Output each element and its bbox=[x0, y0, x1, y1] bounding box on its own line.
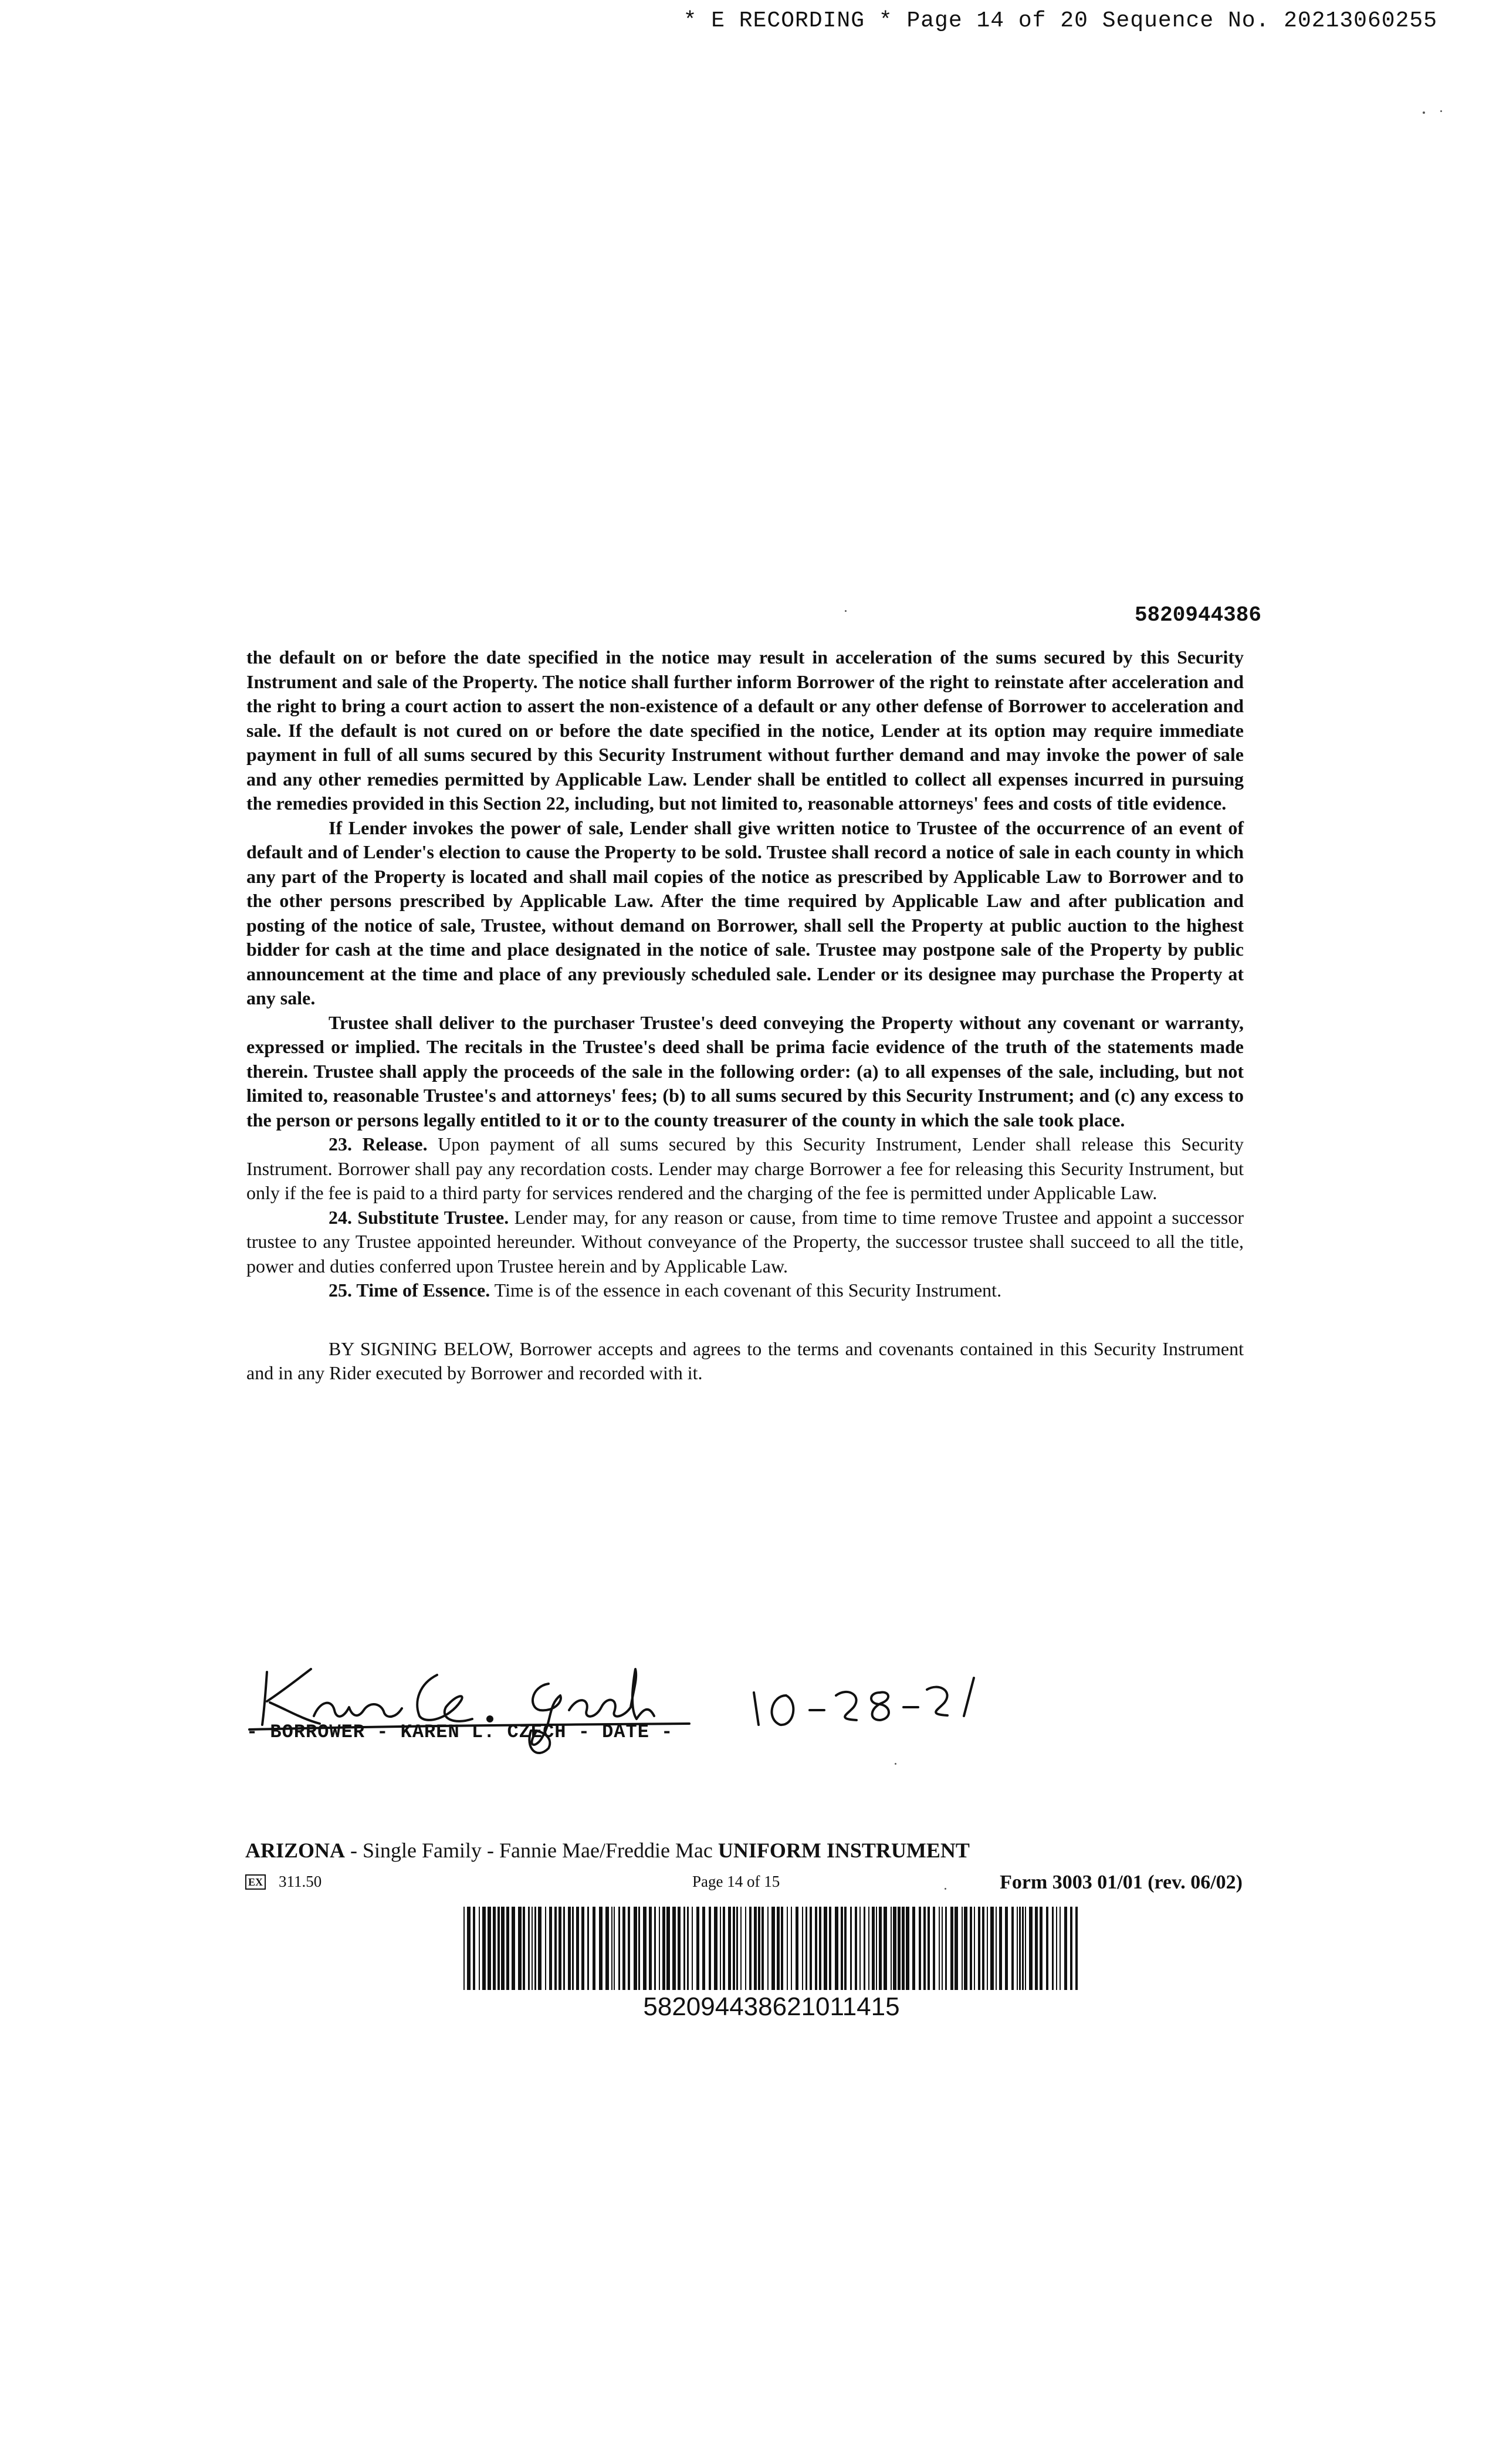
barcode-bar bbox=[523, 1907, 525, 1990]
barcode-bar bbox=[463, 1907, 465, 1990]
barcode-bar bbox=[581, 1907, 584, 1990]
barcode-bar bbox=[666, 1907, 670, 1990]
barcode-bar bbox=[488, 1907, 491, 1990]
barcode-bar bbox=[733, 1907, 735, 1990]
barcode-bar bbox=[805, 1907, 807, 1990]
paragraph-power-of-sale: If Lender invokes the power of sale, Lender shall give written notice to Trustee of the occurrence of an event of default and of Lender's election to cause the Property to be sold. Trustee shall record a notice of sale in each county in which any part of the Property is located and shall mail copies of the notice as prescribed by Applicable Law to Borrower and to the other persons prescribed by Applicable Law. After the time required by Applicable Law and after publication and posting of the notice of sale, Trustee, without demand on Borrower, shall sell the Property at public auction to the highest bidder for cash at the time and place designated in the notice of sale. Trustee may postpone sale of the Property by public announcement at the time and place of any previously scheduled sale. Lender or its designee may purchase the Property at any sale. bbox=[246, 817, 1244, 1008]
barcode-bar bbox=[518, 1907, 522, 1990]
barcode-bar bbox=[736, 1907, 738, 1990]
paragraph-default-notice: the default on or before the date specified in the notice may result in acceleration of the sums secured by this Security Instrument and sale of the Property. The notice shall further inform Borrower of the right to reinstate after acceleration and the right to bring a court action to assert the non-existence of a default or any other defense of Borrower to acceleration and sale. If the default is not cured on or before the date specified in the notice, Lender at its option may require immediate payment in full of all sums secured by this Security Instrument without further demand and may invoke the power of sale and any other remedies permitted by Applicable Law. Lender shall be entitled to collect all expenses incurred in pursuing the remedies provided in this Section 22, including, but not limited to, reasonable attorneys' fees and costs of title evidence. bbox=[246, 647, 1244, 814]
form-title bbox=[245, 1838, 970, 1863]
barcode-bar bbox=[692, 1907, 693, 1990]
signature-caption: - BORROWER - KAREN L. CZECH - DATE - bbox=[246, 1721, 673, 1743]
signing-statement: BY SIGNING BELOW, Borrower accepts and agrees to the terms and covenants contained in this Security Instrument and in any Rider executed by Borrower and recorded with it. bbox=[246, 1338, 1244, 1383]
barcode-bar bbox=[898, 1907, 901, 1990]
handwritten-signature bbox=[243, 1660, 1006, 1760]
barcode-bar bbox=[1046, 1907, 1048, 1990]
barcode-bar bbox=[1040, 1907, 1043, 1990]
form-code-number: 311.50 bbox=[279, 1873, 322, 1890]
barcode-bar bbox=[654, 1907, 656, 1990]
barcode-bar bbox=[493, 1907, 496, 1990]
scan-speck bbox=[945, 1888, 946, 1890]
page-number: Page 14 of 15 bbox=[692, 1873, 780, 1890]
barcode-bar bbox=[841, 1907, 843, 1990]
barcode-bar bbox=[728, 1907, 731, 1990]
barcode-bar bbox=[672, 1907, 676, 1990]
paragraph-trustee-deed: Trustee shall deliver to the purchaser Trustee's deed conveying the Property without any covenant or warranty, expressed or implied. The recitals in the Trustee's deed shall be prima facie evidence of the truth of the statements made therein. Trustee shall apply the proceeds of the sale in the following order: (a) to all expenses of the sale, including, but not limited to, reasonable Trustee's and attorneys' fees; (b) to all sums secured by this Security Instrument; and (c) any excess to the person or persons legally entitled to it or to the county treasurer of the county in which the sale took place. bbox=[246, 1011, 1244, 1131]
barcode-bar bbox=[1011, 1907, 1014, 1990]
form-meta bbox=[245, 1871, 1243, 1895]
barcode-bar bbox=[855, 1907, 857, 1990]
form-code bbox=[245, 1873, 321, 1891]
barcode-bar bbox=[942, 1907, 943, 1990]
barcode-bar bbox=[720, 1907, 721, 1990]
barcode-bar bbox=[634, 1907, 637, 1990]
barcode bbox=[463, 1907, 1079, 1990]
barcode-bar bbox=[723, 1907, 725, 1990]
barcode-bar bbox=[815, 1907, 817, 1990]
barcode-bar bbox=[1025, 1907, 1026, 1990]
scan-speck bbox=[895, 1763, 896, 1765]
barcode-bar bbox=[1017, 1907, 1018, 1990]
barcode-bar bbox=[879, 1907, 882, 1990]
barcode-bar bbox=[593, 1907, 595, 1990]
barcode-bar bbox=[662, 1907, 665, 1990]
barcode-bar bbox=[532, 1907, 533, 1990]
barcode-bar bbox=[987, 1907, 988, 1990]
scan-speck bbox=[1423, 111, 1425, 114]
barcode-bar bbox=[687, 1907, 689, 1990]
barcode-bar bbox=[740, 1907, 742, 1990]
barcode-bar bbox=[939, 1907, 940, 1990]
barcode-bar bbox=[545, 1907, 546, 1990]
barcode-bar bbox=[999, 1907, 1002, 1990]
barcode-bar bbox=[683, 1907, 685, 1990]
barcode-bar bbox=[497, 1907, 500, 1990]
barcode-bar bbox=[559, 1907, 561, 1990]
barcode-bar bbox=[568, 1907, 571, 1990]
barcode-bar bbox=[802, 1907, 803, 1990]
barcode-bar bbox=[1035, 1907, 1038, 1990]
barcode-bar bbox=[538, 1907, 541, 1990]
form-code-box: EX bbox=[245, 1874, 266, 1890]
barcode-bar bbox=[1064, 1907, 1067, 1990]
barcode-bar bbox=[919, 1907, 921, 1990]
barcode-bar bbox=[534, 1907, 536, 1990]
barcode-bar bbox=[506, 1907, 509, 1990]
barcode-bar bbox=[758, 1907, 760, 1990]
barcode-bar bbox=[928, 1907, 930, 1990]
barcode-bar bbox=[587, 1907, 589, 1990]
barcode-bar bbox=[563, 1907, 565, 1990]
form-number: Form 3003 01/01 (rev. 06/02) bbox=[1000, 1871, 1243, 1893]
barcode-bar bbox=[554, 1907, 557, 1990]
barcode-bar bbox=[970, 1907, 972, 1990]
barcode-bar bbox=[884, 1907, 887, 1990]
barcode-bar bbox=[962, 1907, 963, 1990]
barcode-bar bbox=[891, 1907, 892, 1990]
barcode-bar bbox=[872, 1907, 875, 1990]
barcode-bar bbox=[1060, 1907, 1061, 1990]
barcode-bar bbox=[777, 1907, 780, 1990]
barcode-bar bbox=[771, 1907, 775, 1990]
barcode-bar bbox=[638, 1907, 640, 1990]
barcode-bar bbox=[482, 1907, 486, 1990]
barcode-bar bbox=[512, 1907, 515, 1990]
loan-number: 5820944386 bbox=[1134, 603, 1261, 627]
form-state: ARIZONA bbox=[245, 1839, 346, 1862]
barcode-number: 582094438621011415 bbox=[643, 1992, 900, 2021]
barcode-bar bbox=[702, 1907, 705, 1990]
form-title-mid: - Single Family - Fannie Mae/Freddie Mac bbox=[345, 1839, 718, 1862]
barcode-bar bbox=[549, 1907, 552, 1990]
barcode-bar bbox=[614, 1907, 615, 1990]
barcode-bar bbox=[829, 1907, 831, 1990]
barcode-bar bbox=[1029, 1907, 1033, 1990]
barcode-bar bbox=[1075, 1907, 1078, 1990]
barcode-bar bbox=[714, 1907, 717, 1990]
barcode-bar bbox=[781, 1907, 783, 1990]
barcode-bar bbox=[709, 1907, 711, 1990]
barcode-bar bbox=[868, 1907, 869, 1990]
barcode-bar bbox=[819, 1907, 821, 1990]
form-title-end: UNIFORM INSTRUMENT bbox=[717, 1839, 970, 1862]
barcode-bar bbox=[810, 1907, 812, 1990]
barcode-bar bbox=[1005, 1907, 1008, 1990]
barcode-bar bbox=[1052, 1907, 1054, 1990]
barcode-bar bbox=[767, 1907, 769, 1990]
barcode-bar bbox=[628, 1907, 630, 1990]
barcode-bar bbox=[479, 1907, 480, 1990]
barcode-bar bbox=[864, 1907, 865, 1990]
barcode-bar bbox=[467, 1907, 471, 1990]
barcode-bar bbox=[978, 1907, 980, 1990]
scan-speck bbox=[1440, 110, 1442, 112]
section-25-text: Time is of the essence in each covenant of this Security Instrument. bbox=[490, 1280, 1002, 1301]
barcode-bar bbox=[787, 1907, 788, 1990]
barcode-bar bbox=[950, 1907, 953, 1990]
document-body bbox=[246, 645, 1244, 1386]
barcode-bar bbox=[850, 1907, 852, 1990]
barcode-bar bbox=[678, 1907, 681, 1990]
barcode-bar bbox=[572, 1907, 574, 1990]
barcode-bar bbox=[473, 1907, 475, 1990]
barcode-bar bbox=[996, 1907, 997, 1990]
barcode-bar bbox=[611, 1907, 612, 1990]
barcode-bar bbox=[528, 1907, 530, 1990]
barcode-bar bbox=[859, 1907, 861, 1990]
barcode-bar bbox=[649, 1907, 652, 1990]
scan-speck bbox=[845, 610, 847, 612]
section-25-heading: 25. Time of Essence. bbox=[329, 1280, 490, 1301]
barcode-bar bbox=[923, 1907, 926, 1990]
barcode-bar bbox=[796, 1907, 798, 1990]
barcode-bar bbox=[906, 1907, 909, 1990]
recording-stamp: * E RECORDING * Page 14 of 20 Sequence No. 20213060255 bbox=[683, 8, 1437, 33]
barcode-bar bbox=[1070, 1907, 1072, 1990]
barcode-bar bbox=[576, 1907, 579, 1990]
barcode-bar bbox=[599, 1907, 603, 1990]
barcode-bar bbox=[964, 1907, 967, 1990]
barcode-bar bbox=[974, 1907, 975, 1990]
barcode-bar bbox=[955, 1907, 958, 1990]
signature-block bbox=[243, 1660, 1006, 1760]
barcode-bar bbox=[791, 1907, 792, 1990]
barcode-bar bbox=[824, 1907, 827, 1990]
barcode-bar bbox=[501, 1907, 505, 1990]
barcode-bar bbox=[835, 1907, 838, 1990]
barcode-bar bbox=[643, 1907, 647, 1990]
barcode-bar bbox=[893, 1907, 896, 1990]
section-24-text: Lender may, for any reason or cause, from time to time remove Trustee and appoint a successor trustee to any Trustee appointed hereunder. Without conveyance of the Property, the successor trustee shall succeed to all the title, power and duties conferred upon Trustee herein and by Applicable Law. bbox=[246, 1206, 1244, 1277]
barcode-bar bbox=[990, 1907, 994, 1990]
barcode-bar bbox=[844, 1907, 847, 1990]
barcode-bar bbox=[749, 1907, 752, 1990]
section-23-release bbox=[246, 1132, 1244, 1206]
barcode-bar bbox=[622, 1907, 625, 1990]
section-24-heading: 24. Substitute Trustee. bbox=[329, 1206, 509, 1228]
signature-name-text: Karen L. Czech bbox=[243, 1660, 248, 1661]
section-23-text: Upon payment of all sums secured by this Security Instrument, Lender shall release this Security Instrument. Borrower shall pay any recordation costs. Lender may charge Borrower a fee for releasing this Security Instrument, but only if the fee is paid to a third party for services rendered and the charging of the fee is permitted under Applicable Law. bbox=[246, 1133, 1244, 1203]
barcode-bar bbox=[982, 1907, 984, 1990]
barcode-bar bbox=[696, 1907, 699, 1990]
barcode-bar bbox=[912, 1907, 915, 1990]
barcode-bar bbox=[618, 1907, 620, 1990]
barcode-bar bbox=[659, 1907, 660, 1990]
barcode-bar bbox=[754, 1907, 757, 1990]
barcode-bar bbox=[745, 1907, 746, 1990]
barcode-bar bbox=[761, 1907, 764, 1990]
barcode-bar bbox=[902, 1907, 905, 1990]
barcode-bar bbox=[1019, 1907, 1021, 1990]
barcode-bar bbox=[876, 1907, 877, 1990]
section-23-heading: 23. Release. bbox=[329, 1133, 428, 1155]
barcode-bar bbox=[933, 1907, 935, 1990]
barcode-bar bbox=[1056, 1907, 1057, 1990]
spacer bbox=[246, 1303, 1244, 1337]
section-24-substitute-trustee bbox=[246, 1206, 1244, 1279]
section-25-time-of-essence bbox=[246, 1278, 1244, 1303]
barcode-bar bbox=[945, 1907, 947, 1990]
barcode-bar bbox=[605, 1907, 609, 1990]
barcode-bar bbox=[1022, 1907, 1024, 1990]
